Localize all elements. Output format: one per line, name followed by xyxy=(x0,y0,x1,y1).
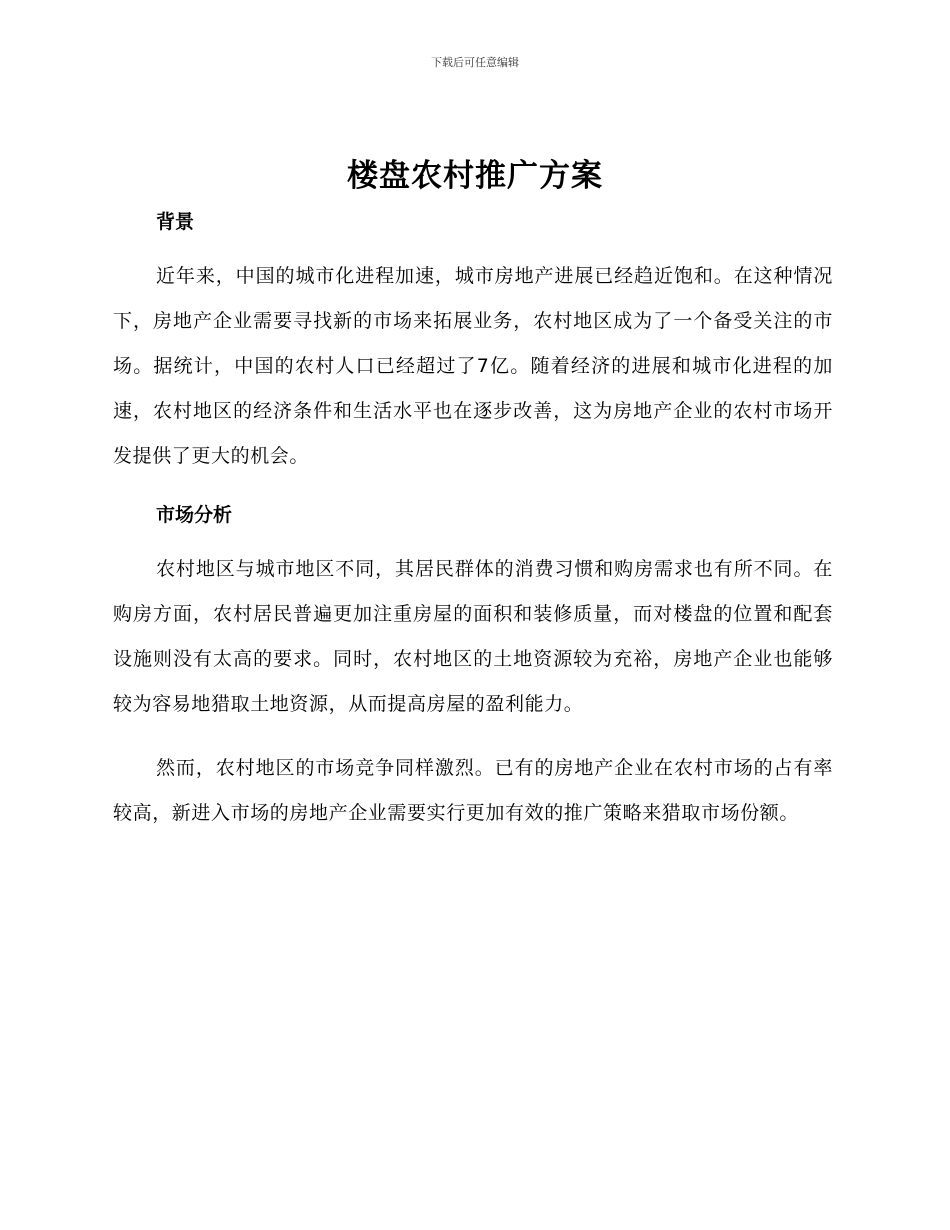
section-heading: 背景 xyxy=(156,211,195,233)
section-market-analysis xyxy=(113,498,833,836)
document-body xyxy=(113,205,833,836)
paragraph: 然而，农村地区的市场竞争同样激烈。已有的房地产企业在农村市场的占有率较高，新进入市场的房地产企业需要实行更加有效的推广策略来猎取市场份额。 xyxy=(113,757,833,824)
section-background xyxy=(113,205,833,498)
paragraph: 近年来，中国的城市化进程加速，城市房地产进展已经趋近饱和。在这种情况下，房地产企业需要寻找新的市场来拓展业务，农村地区成为了一个备受关注的市场。据统计，中国的农村人口已经超过了7亿。随着经济的进展和城市化进程的加速，农村地区的经济条件和生活水平也在逐步改善，这为房地产企业的农村市场开发提供了更大的机会。 xyxy=(113,265,833,467)
document-title: 楼盘农村推广方案 xyxy=(347,158,603,194)
section-heading: 市场分析 xyxy=(156,504,233,526)
header-note: 下载后可任意编辑 xyxy=(431,56,519,69)
paragraph: 农村地区与城市地区不同，其居民群体的消费习惯和购房需求也有所不同。在购房方面，农村居民普遍更加注重房屋的面积和装修质量，而对楼盘的位置和配套设施则没有太高的要求。同时，农村地区的土地资源较为充裕，房地产企业也能够较为容易地猎取土地资源，从而提高房屋的盈利能力。 xyxy=(113,558,833,715)
